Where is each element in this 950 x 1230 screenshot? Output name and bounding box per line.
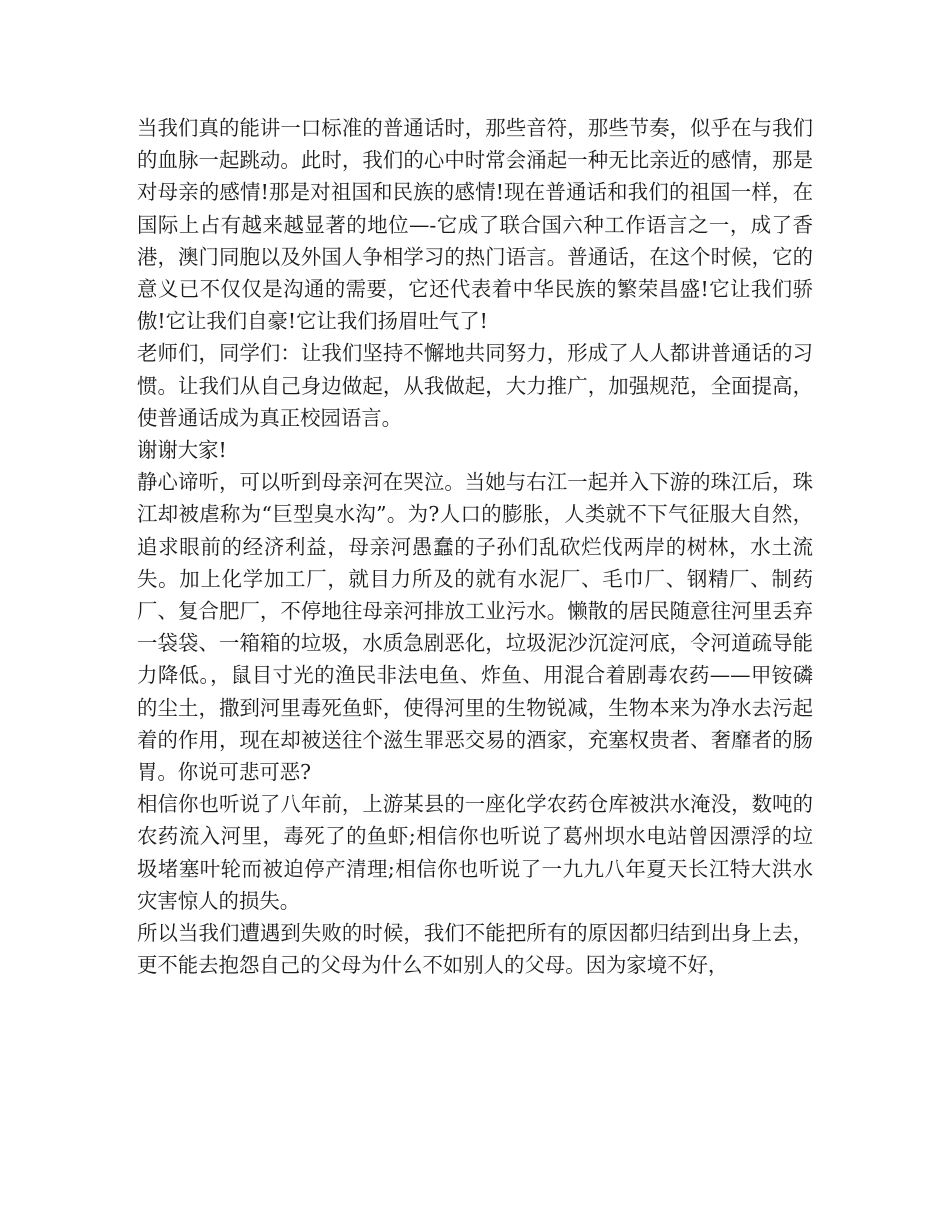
paragraph-mother-river: 静心谛听，可以听到母亲河在哭泣。当她与右江一起并入下游的珠江后，珠江却被虐称为“巨型臭水沟”。为?人口的膨胀，人类就不下气征服大自然，追求眼前的经济利益，母亲河愚蠢的子孙们乱砍烂伐两岸的树林，水土流失。加上化学加工厂，就目力所及的就有水泥厂、毛巾厂、钢精厂、制药厂、复合肥厂，不停地往母亲河排放工业污水。懒散的居民随意往河里丢弃一袋袋、一箱箱的垃圾，水质急剧恶化，垃圾泥沙沉淀河底，令河道疏导能力降低。，鼠目寸光的渔民非法电鱼、炸鱼、用混合着剧毒农药——甲铵磷的尘土，撒到河里毒死鱼虾，使得河里的生物锐减，生物本来为净水去污起着的作用，现在却被送往个滋生罪恶交易的酒家，充塞权贵者、奢靡者的肠胃。你说可悲可恶? [137,470,813,785]
paragraph-eight-years-ago: 相信你也听说了八年前，上游某县的一座化学农药仓库被洪水淹没，数吨的农药流入河里，毒死了的鱼虾;相信你也听说了葛州坝水电站曾因漂浮的垃圾堵塞叶轮而被迫停产清理;相信你也听说了一九九八年夏天长江特大洪水灾害惊人的损失。 [137,792,813,913]
paragraph-failure: 所以当我们遭遇到失败的时候，我们不能把所有的原因都归结到出身上去，更不能去抱怨自己的父母为什么不如别人的父母。因为家境不好， [137,921,813,978]
paragraph-putonghua-feelings: 当我们真的能讲一口标准的普通话时，那些音符，那些节奏，似乎在与我们的血脉一起跳动。此时，我们的心中时常会涌起一种无比亲近的感情，那是对母亲的感情!那是对祖国和民族的感情!现在普通话和我们的祖国一样，在国际上占有越来越显著的地位—-它成了联合国六种工作语言之一，成了香港，澳门同胞以及外国人争相学习的热门语言。普通话，在这个时候，它的意义已不仅仅是沟通的需要，它还代表着中华民族的繁荣昌盛!它让我们骄傲!它让我们自豪!它让我们扬眉吐气了! [137,116,813,334]
paragraph-teachers-students: 老师们，同学们：让我们坚持不懈地共同努力，形成了人人都讲普通话的习惯。让我们从自己身边做起，从我做起，大力推广，加强规范，全面提高，使普通话成为真正校园语言。 [137,341,813,430]
document-body [137,112,813,981]
paragraph-thanks: 谢谢大家! [137,438,227,463]
